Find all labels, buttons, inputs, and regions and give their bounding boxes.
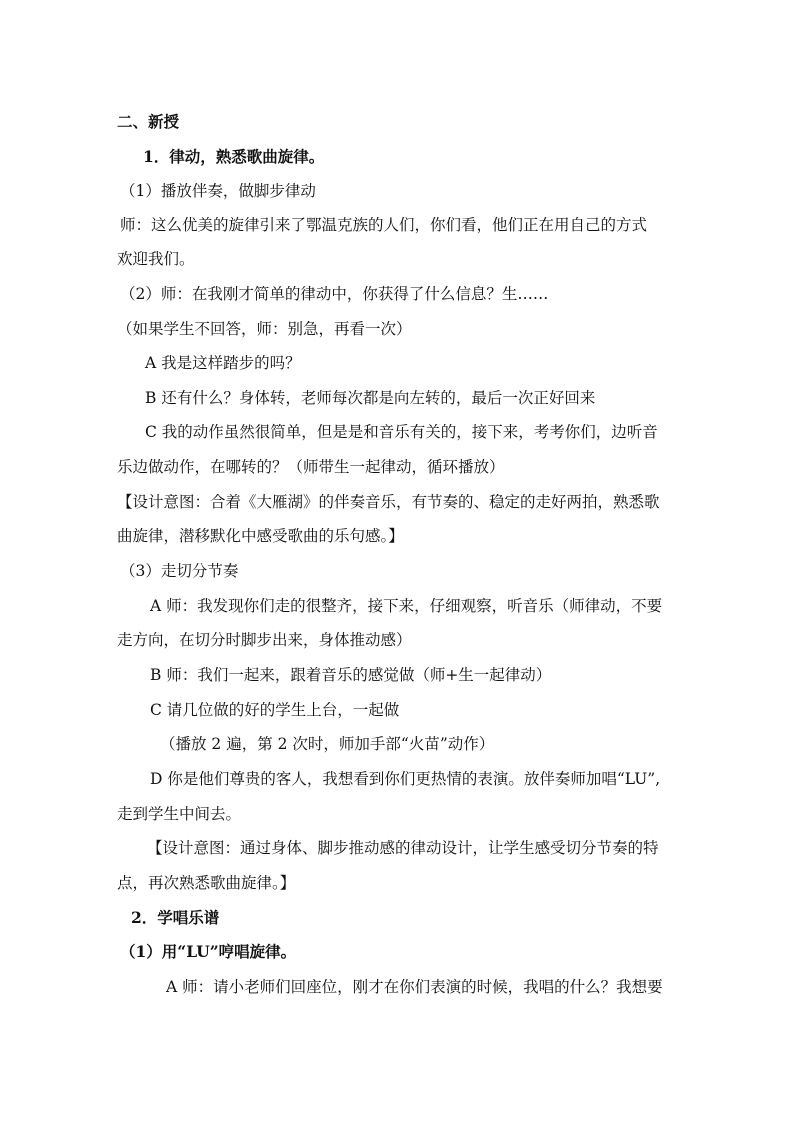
paragraph-line: （如果学生不回答，师：别急，再看一次）: [117, 320, 412, 338]
subheading-learn-score: 2．学唱乐谱: [131, 908, 220, 927]
paragraph-line: （播放 2 遍，第 2 次时，师加手部“火苗”动作）: [160, 735, 495, 753]
paragraph-line: A 师：请小老师们回座位，刚才在你们表演的时候，我唱的什么？我想要: [166, 978, 663, 996]
paragraph-line: D 你是他们尊贵的客人，我想看到你们更热情的表演。放伴奏师加唱“LU”,: [150, 770, 661, 788]
paragraph-line: （2）师：在我刚才简单的律动中，你获得了什么信息？生……: [120, 285, 549, 303]
subheading-rhythm-movement: 1．律动，熟悉歌曲旋律。: [143, 147, 325, 166]
paragraph-line: C 请几位做的好的学生上台，一起做: [150, 701, 400, 719]
subheading-hum-melody: （1）用“LU”哼唱旋律。: [120, 942, 297, 961]
paragraph-line: B 还有什么？身体转，老师每次都是向左转的，最后一次正好回来: [145, 389, 596, 407]
section-heading-new-lesson: 二、新授: [117, 112, 180, 131]
paragraph-line: 乐边做动作，在哪转的？（师带生一起律动，循环播放）: [117, 458, 505, 476]
paragraph-line: 走方向，在切分时脚步出来，身体推动感）: [117, 631, 412, 649]
paragraph-line: （1）播放伴奏，做脚步律动: [120, 182, 316, 200]
design-intent-note: 【设计意图：合着《大雁湖》的伴奏音乐，有节奏的、稳定的走好两拍，熟悉歌: [117, 493, 660, 511]
design-intent-note: 点，再次熟悉歌曲旋律。】: [117, 874, 296, 892]
design-intent-note: 曲旋律，潜移默化中感受歌曲的乐句感。】: [117, 527, 404, 545]
paragraph-line: 师：这么优美的旋律引来了鄂温克族的人们，你们看，他们正在用自己的方式: [120, 216, 648, 234]
paragraph-line: 走到学生中间去。: [117, 805, 242, 823]
design-intent-note: 【设计意图：通过身体、脚步推动感的律动设计，让学生感受切分节奏的特: [147, 839, 659, 857]
paragraph-line: C 我的动作虽然很简单，但是是和音乐有关的，接下来，考考你们，边听音: [145, 423, 658, 441]
paragraph-line: A 师：我发现你们走的很整齐，接下来，仔细观察，听音乐（师律动，不要: [150, 597, 663, 615]
paragraph-line: （3）走切分节奏: [120, 562, 239, 580]
paragraph-line: A 我是这样踏步的吗？: [145, 354, 301, 372]
paragraph-line: 欢迎我们。: [117, 250, 195, 268]
paragraph-line: B 师：我们一起来，跟着音乐的感觉做（师+生一起律动）: [150, 666, 552, 684]
